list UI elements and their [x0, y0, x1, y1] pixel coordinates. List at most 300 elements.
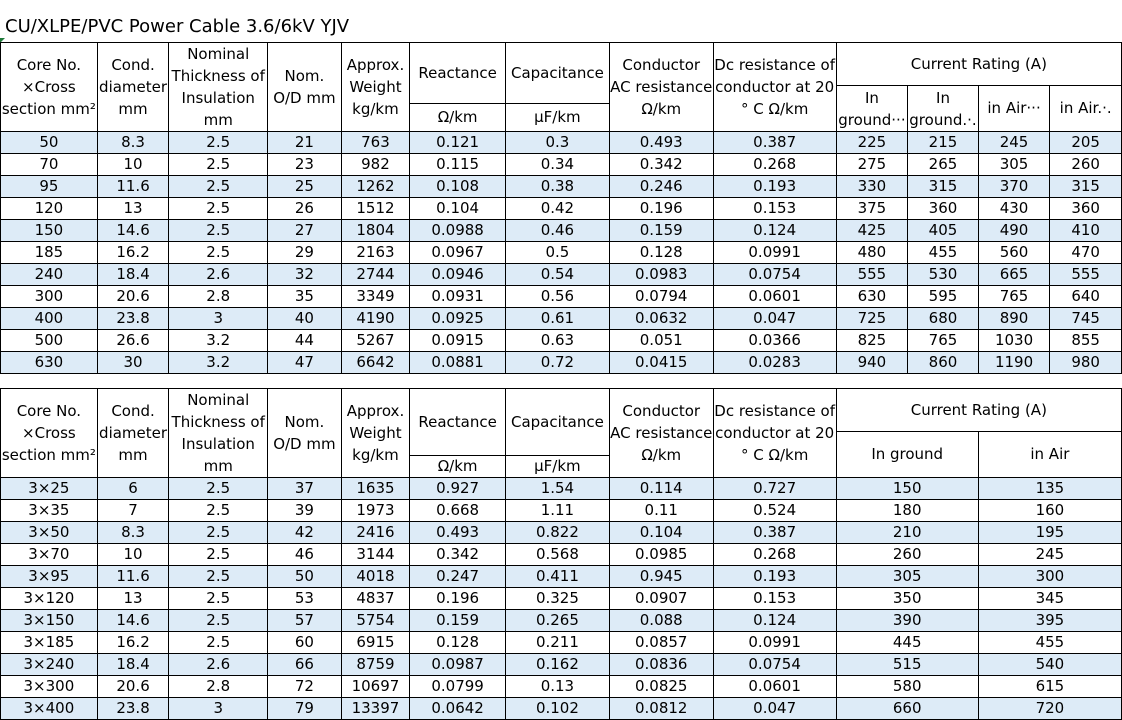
- table-cell: 47: [268, 352, 342, 374]
- table-cell: 0.0907: [609, 588, 713, 610]
- three-core-spec-table: [0, 388, 1122, 720]
- table-cell: 14.6: [97, 610, 169, 632]
- table-cell: 0.72: [506, 352, 610, 374]
- table-cell: 455: [908, 242, 979, 264]
- table-cell: 1973: [341, 500, 410, 522]
- table-cell: 3×35: [1, 500, 98, 522]
- table-cell: 0.56: [506, 286, 610, 308]
- single-core-spec-table: [0, 42, 1122, 374]
- header-capacitance: Capacitance: [506, 43, 610, 104]
- table-cell: 0.13: [506, 676, 610, 698]
- table-cell: 0.3: [506, 132, 610, 154]
- table-cell: 40: [268, 308, 342, 330]
- table-cell: 0.493: [410, 522, 506, 544]
- table-cell: 3×150: [1, 610, 98, 632]
- table-cell: 0.128: [410, 632, 506, 654]
- table-cell: 0.0987: [410, 654, 506, 676]
- table-cell: 13: [97, 588, 169, 610]
- table-cell: 0.38: [506, 176, 610, 198]
- table-row: [1, 698, 1122, 720]
- table-cell: 555: [1050, 264, 1122, 286]
- table2-body: [1, 478, 1122, 720]
- table-cell: 3: [169, 308, 268, 330]
- table-cell: 6: [97, 478, 169, 500]
- table-cell: 16.2: [97, 632, 169, 654]
- table-cell: 210: [836, 522, 978, 544]
- table-cell: 16.2: [97, 242, 169, 264]
- header-current-in-air: in Air: [978, 432, 1121, 478]
- table-cell: 0.411: [506, 566, 610, 588]
- table-cell: 2.5: [169, 154, 268, 176]
- header-capacitance-unit: μF/km: [506, 456, 610, 478]
- table-cell: 345: [978, 588, 1121, 610]
- table-row: [1, 500, 1122, 522]
- table-cell: 0.159: [410, 610, 506, 632]
- table-cell: 0.124: [713, 220, 836, 242]
- table-cell: 0.0967: [410, 242, 506, 264]
- table-cell: 23.8: [97, 698, 169, 720]
- table-cell: 265: [908, 154, 979, 176]
- table-row: [1, 308, 1122, 330]
- table-row: [1, 544, 1122, 566]
- table-cell: 630: [836, 286, 908, 308]
- table-cell: 0.0415: [609, 352, 713, 374]
- table-cell: 0.162: [506, 654, 610, 676]
- header-capacitance: Capacitance: [506, 389, 610, 456]
- header-ac-resistance: Conductor AC resistance Ω/km: [609, 389, 713, 478]
- table-cell: 160: [978, 500, 1121, 522]
- table-cell: 300: [978, 566, 1121, 588]
- table-cell: 0.342: [410, 544, 506, 566]
- table-cell: 150: [1, 220, 98, 242]
- table-cell: 860: [908, 352, 979, 374]
- table-cell: 480: [836, 242, 908, 264]
- table-cell: 0.104: [609, 522, 713, 544]
- table-cell: 1030: [978, 330, 1050, 352]
- header-reactance: Reactance: [410, 389, 506, 456]
- table-cell: 0.668: [410, 500, 506, 522]
- table-cell: 0.42: [506, 198, 610, 220]
- table-cell: 0.0601: [713, 286, 836, 308]
- table-row: [1, 566, 1122, 588]
- table-cell: 10: [97, 544, 169, 566]
- table-cell: 0.0836: [609, 654, 713, 676]
- table-cell: 21: [268, 132, 342, 154]
- table-cell: 0.196: [609, 198, 713, 220]
- table-cell: 2.8: [169, 676, 268, 698]
- table-cell: 0.088: [609, 610, 713, 632]
- table-cell: 0.047: [713, 698, 836, 720]
- table-cell: 57: [268, 610, 342, 632]
- table-cell: 660: [836, 698, 978, 720]
- table-cell: 2416: [341, 522, 410, 544]
- table-cell: 0.153: [713, 198, 836, 220]
- table-cell: 195: [978, 522, 1121, 544]
- table-cell: 425: [836, 220, 908, 242]
- header-reactance-unit: Ω/km: [410, 104, 506, 132]
- table-cell: 2.5: [169, 522, 268, 544]
- table-cell: 215: [908, 132, 979, 154]
- table-cell: 630: [1, 352, 98, 374]
- table-cell: 0.247: [410, 566, 506, 588]
- table-cell: 0.0812: [609, 698, 713, 720]
- table-cell: 0.268: [713, 154, 836, 176]
- table-cell: 560: [978, 242, 1050, 264]
- table-cell: 580: [836, 676, 978, 698]
- table-cell: 245: [978, 132, 1050, 154]
- table-cell: 2.5: [169, 500, 268, 522]
- table-cell: 185: [1, 242, 98, 264]
- table-cell: 260: [1050, 154, 1122, 176]
- table-row: [1, 264, 1122, 286]
- table-cell: 3×120: [1, 588, 98, 610]
- table-cell: 0.63: [506, 330, 610, 352]
- table-cell: 20.6: [97, 286, 169, 308]
- table-cell: 1.11: [506, 500, 610, 522]
- table-cell: 0.0825: [609, 676, 713, 698]
- table-cell: 66: [268, 654, 342, 676]
- table-cell: 3349: [341, 286, 410, 308]
- table-cell: 3×400: [1, 698, 98, 720]
- table-cell: 0.387: [713, 132, 836, 154]
- table-cell: 2.8: [169, 286, 268, 308]
- table-cell: 120: [1, 198, 98, 220]
- header-cond-diameter: Cond. diameter mm: [97, 389, 169, 478]
- table-cell: 4018: [341, 566, 410, 588]
- table-cell: 4190: [341, 308, 410, 330]
- table-cell: 410: [1050, 220, 1122, 242]
- table-cell: 315: [1050, 176, 1122, 198]
- table-cell: 0.0283: [713, 352, 836, 374]
- header-current-sub-3: in Air···: [978, 86, 1050, 132]
- table-cell: 2744: [341, 264, 410, 286]
- table-cell: 0.114: [609, 478, 713, 500]
- table-cell: 275: [836, 154, 908, 176]
- table-row: [1, 588, 1122, 610]
- table-cell: 0.0985: [609, 544, 713, 566]
- table-cell: 665: [978, 264, 1050, 286]
- header-ac-resistance: Conductor AC resistance Ω/km: [609, 43, 713, 132]
- table-cell: 0.387: [713, 522, 836, 544]
- table-cell: 14.6: [97, 220, 169, 242]
- table-cell: 79: [268, 698, 342, 720]
- table-cell: 2.5: [169, 198, 268, 220]
- table-row: [1, 132, 1122, 154]
- table-cell: 25: [268, 176, 342, 198]
- table-cell: 0.0915: [410, 330, 506, 352]
- table-cell: 375: [836, 198, 908, 220]
- table-cell: 445: [836, 632, 978, 654]
- table-cell: 2.5: [169, 242, 268, 264]
- table-row: [1, 198, 1122, 220]
- table-cell: 855: [1050, 330, 1122, 352]
- table-cell: 11.6: [97, 566, 169, 588]
- table-cell: 0.0925: [410, 308, 506, 330]
- table-cell: 1262: [341, 176, 410, 198]
- table-cell: 95: [1, 176, 98, 198]
- table-cell: 205: [1050, 132, 1122, 154]
- table-cell: 305: [836, 566, 978, 588]
- table-cell: 26.6: [97, 330, 169, 352]
- table-cell: 2.6: [169, 264, 268, 286]
- table-cell: 430: [978, 198, 1050, 220]
- table-cell: 400: [1, 308, 98, 330]
- table-cell: 0.268: [713, 544, 836, 566]
- table-cell: 1804: [341, 220, 410, 242]
- table-cell: 0.153: [713, 588, 836, 610]
- table-cell: 370: [978, 176, 1050, 198]
- table-cell: 260: [836, 544, 978, 566]
- table-cell: 615: [978, 676, 1121, 698]
- table-cell: 0.104: [410, 198, 506, 220]
- table-cell: 3×240: [1, 654, 98, 676]
- table-cell: 5754: [341, 610, 410, 632]
- table-cell: 0.265: [506, 610, 610, 632]
- table-cell: 0.0799: [410, 676, 506, 698]
- table-cell: 0.61: [506, 308, 610, 330]
- table-cell: 6915: [341, 632, 410, 654]
- table-cell: 27: [268, 220, 342, 242]
- table-cell: 0.246: [609, 176, 713, 198]
- table-cell: 0.0991: [713, 632, 836, 654]
- header-weight: Approx. Weight kg/km: [341, 43, 410, 132]
- table-cell: 3×25: [1, 478, 98, 500]
- header-outer-diameter: Nom. O/D mm: [268, 389, 342, 478]
- table-cell: 0.0642: [410, 698, 506, 720]
- table-cell: 46: [268, 544, 342, 566]
- table-cell: 10: [97, 154, 169, 176]
- header-cond-diameter: Cond. diameter mm: [97, 43, 169, 132]
- table-row: [1, 522, 1122, 544]
- table-cell: 23: [268, 154, 342, 176]
- table-cell: 720: [978, 698, 1121, 720]
- table-cell: 0.121: [410, 132, 506, 154]
- table-cell: 225: [836, 132, 908, 154]
- table-cell: 3×95: [1, 566, 98, 588]
- header-current-in-ground: In ground: [836, 432, 978, 478]
- table-cell: 360: [1050, 198, 1122, 220]
- header-current-sub-4: in Air.·.: [1050, 86, 1122, 132]
- table-cell: 2.5: [169, 632, 268, 654]
- table-cell: 0.0931: [410, 286, 506, 308]
- table-cell: 44: [268, 330, 342, 352]
- table-cell: 18.4: [97, 654, 169, 676]
- table-cell: 595: [908, 286, 979, 308]
- table-cell: 745: [1050, 308, 1122, 330]
- table-cell: 60: [268, 632, 342, 654]
- table-cell: 2.6: [169, 654, 268, 676]
- table-cell: 53: [268, 588, 342, 610]
- header-dc-resistance: Dc resistance of conductor at 20 ° C Ω/km: [713, 389, 836, 478]
- table-cell: 390: [836, 610, 978, 632]
- table-cell: 0.211: [506, 632, 610, 654]
- table-cell: 763: [341, 132, 410, 154]
- table-cell: 50: [268, 566, 342, 588]
- header-weight: Approx. Weight kg/km: [341, 389, 410, 478]
- table-cell: 3144: [341, 544, 410, 566]
- table-cell: 0.193: [713, 566, 836, 588]
- table-cell: 0.0366: [713, 330, 836, 352]
- header-insulation-thickness: Nominal Thickness of Insulation mm: [169, 43, 268, 132]
- table-cell: 240: [1, 264, 98, 286]
- table-cell: 982: [341, 154, 410, 176]
- table-cell: 8.3: [97, 132, 169, 154]
- table-cell: 0.047: [713, 308, 836, 330]
- table-cell: 1190: [978, 352, 1050, 374]
- header-dc-resistance: Dc resistance of conductor at 20 ° C Ω/km: [713, 43, 836, 132]
- table-cell: 1635: [341, 478, 410, 500]
- table-cell: 0.524: [713, 500, 836, 522]
- table-cell: 0.115: [410, 154, 506, 176]
- table-cell: 0.0601: [713, 676, 836, 698]
- table-row: [1, 154, 1122, 176]
- table-cell: 0.128: [609, 242, 713, 264]
- table-cell: 315: [908, 176, 979, 198]
- table-cell: 360: [908, 198, 979, 220]
- table-cell: 8759: [341, 654, 410, 676]
- table-cell: 0.54: [506, 264, 610, 286]
- table-cell: 0.159: [609, 220, 713, 242]
- header-current-sub-1: In ground···: [836, 86, 908, 132]
- table-cell: 0.0991: [713, 242, 836, 264]
- table-cell: 0.0754: [713, 654, 836, 676]
- table-cell: 32: [268, 264, 342, 286]
- table-cell: 940: [836, 352, 908, 374]
- table-cell: 2.5: [169, 544, 268, 566]
- table-cell: 680: [908, 308, 979, 330]
- table-row: [1, 654, 1122, 676]
- table-cell: 305: [978, 154, 1050, 176]
- table-cell: 0.124: [713, 610, 836, 632]
- table-cell: 23.8: [97, 308, 169, 330]
- table-cell: 42: [268, 522, 342, 544]
- table-cell: 395: [978, 610, 1121, 632]
- table-cell: 0.945: [609, 566, 713, 588]
- table-cell: 2.5: [169, 588, 268, 610]
- table-cell: 490: [978, 220, 1050, 242]
- table-cell: 7: [97, 500, 169, 522]
- table-cell: 10697: [341, 676, 410, 698]
- table-cell: 405: [908, 220, 979, 242]
- table-cell: 0.568: [506, 544, 610, 566]
- table-cell: 0.196: [410, 588, 506, 610]
- table-row: [1, 242, 1122, 264]
- header-reactance-unit: Ω/km: [410, 456, 506, 478]
- header-outer-diameter: Nom. O/D mm: [268, 43, 342, 132]
- table-row: [1, 676, 1122, 698]
- table-cell: 150: [836, 478, 978, 500]
- table-cell: 39: [268, 500, 342, 522]
- table-cell: 72: [268, 676, 342, 698]
- table-cell: 0.193: [713, 176, 836, 198]
- table-cell: 0.0983: [609, 264, 713, 286]
- header-reactance: Reactance: [410, 43, 506, 104]
- table-cell: 0.927: [410, 478, 506, 500]
- table-cell: 0.0794: [609, 286, 713, 308]
- table-cell: 0.0857: [609, 632, 713, 654]
- table-cell: 455: [978, 632, 1121, 654]
- table-cell: 0.342: [609, 154, 713, 176]
- table-cell: 50: [1, 132, 98, 154]
- table-cell: 180: [836, 500, 978, 522]
- table-cell: 3×50: [1, 522, 98, 544]
- header-insulation-thickness: Nominal Thickness of Insulation mm: [169, 389, 268, 478]
- header-current-rating: Current Rating (A): [836, 389, 1121, 432]
- table-cell: 890: [978, 308, 1050, 330]
- table-cell: 725: [836, 308, 908, 330]
- table-cell: 26: [268, 198, 342, 220]
- page-title: CU/XLPE/PVC Power Cable 3.6/6kV YJV: [5, 16, 350, 37]
- table-cell: 37: [268, 478, 342, 500]
- table-cell: 2.5: [169, 176, 268, 198]
- table-cell: 0.46: [506, 220, 610, 242]
- table-cell: 135: [978, 478, 1121, 500]
- table-cell: 1512: [341, 198, 410, 220]
- table-row: [1, 220, 1122, 242]
- table-cell: 0.727: [713, 478, 836, 500]
- table-cell: 20.6: [97, 676, 169, 698]
- table-cell: 3: [169, 698, 268, 720]
- header-core-section: Core No. ×Cross section mm²: [1, 43, 98, 132]
- table-cell: 555: [836, 264, 908, 286]
- table-cell: 470: [1050, 242, 1122, 264]
- header-current-rating: Current Rating (A): [836, 43, 1121, 86]
- table-cell: 0.051: [609, 330, 713, 352]
- table-cell: 18.4: [97, 264, 169, 286]
- table-cell: 330: [836, 176, 908, 198]
- table-cell: 29: [268, 242, 342, 264]
- table1-body: [1, 132, 1122, 374]
- table-row: [1, 610, 1122, 632]
- table-cell: 540: [978, 654, 1121, 676]
- table-cell: 300: [1, 286, 98, 308]
- table-cell: 0.5: [506, 242, 610, 264]
- table-cell: 5267: [341, 330, 410, 352]
- table-cell: 500: [1, 330, 98, 352]
- table-cell: 8.3: [97, 522, 169, 544]
- table-cell: 0.0881: [410, 352, 506, 374]
- table-row: [1, 286, 1122, 308]
- table-cell: 3.2: [169, 352, 268, 374]
- table-cell: 13397: [341, 698, 410, 720]
- table-cell: 2.5: [169, 478, 268, 500]
- table-cell: 1.54: [506, 478, 610, 500]
- table-cell: 0.325: [506, 588, 610, 610]
- table-cell: 350: [836, 588, 978, 610]
- table-cell: 30: [97, 352, 169, 374]
- table-cell: 0.0754: [713, 264, 836, 286]
- table-row: [1, 176, 1122, 198]
- table-cell: 3×300: [1, 676, 98, 698]
- table-cell: 0.0632: [609, 308, 713, 330]
- table-cell: 0.11: [609, 500, 713, 522]
- table-cell: 765: [908, 330, 979, 352]
- table-cell: 35: [268, 286, 342, 308]
- table-cell: 6642: [341, 352, 410, 374]
- table-cell: 2.5: [169, 610, 268, 632]
- table-cell: 2163: [341, 242, 410, 264]
- table-cell: 3×185: [1, 632, 98, 654]
- table-row: [1, 330, 1122, 352]
- table-cell: 515: [836, 654, 978, 676]
- table-cell: 2.5: [169, 220, 268, 242]
- table-cell: 11.6: [97, 176, 169, 198]
- table-cell: 0.102: [506, 698, 610, 720]
- table-cell: 0.493: [609, 132, 713, 154]
- table-cell: 4837: [341, 588, 410, 610]
- table-cell: 980: [1050, 352, 1122, 374]
- table-cell: 0.0946: [410, 264, 506, 286]
